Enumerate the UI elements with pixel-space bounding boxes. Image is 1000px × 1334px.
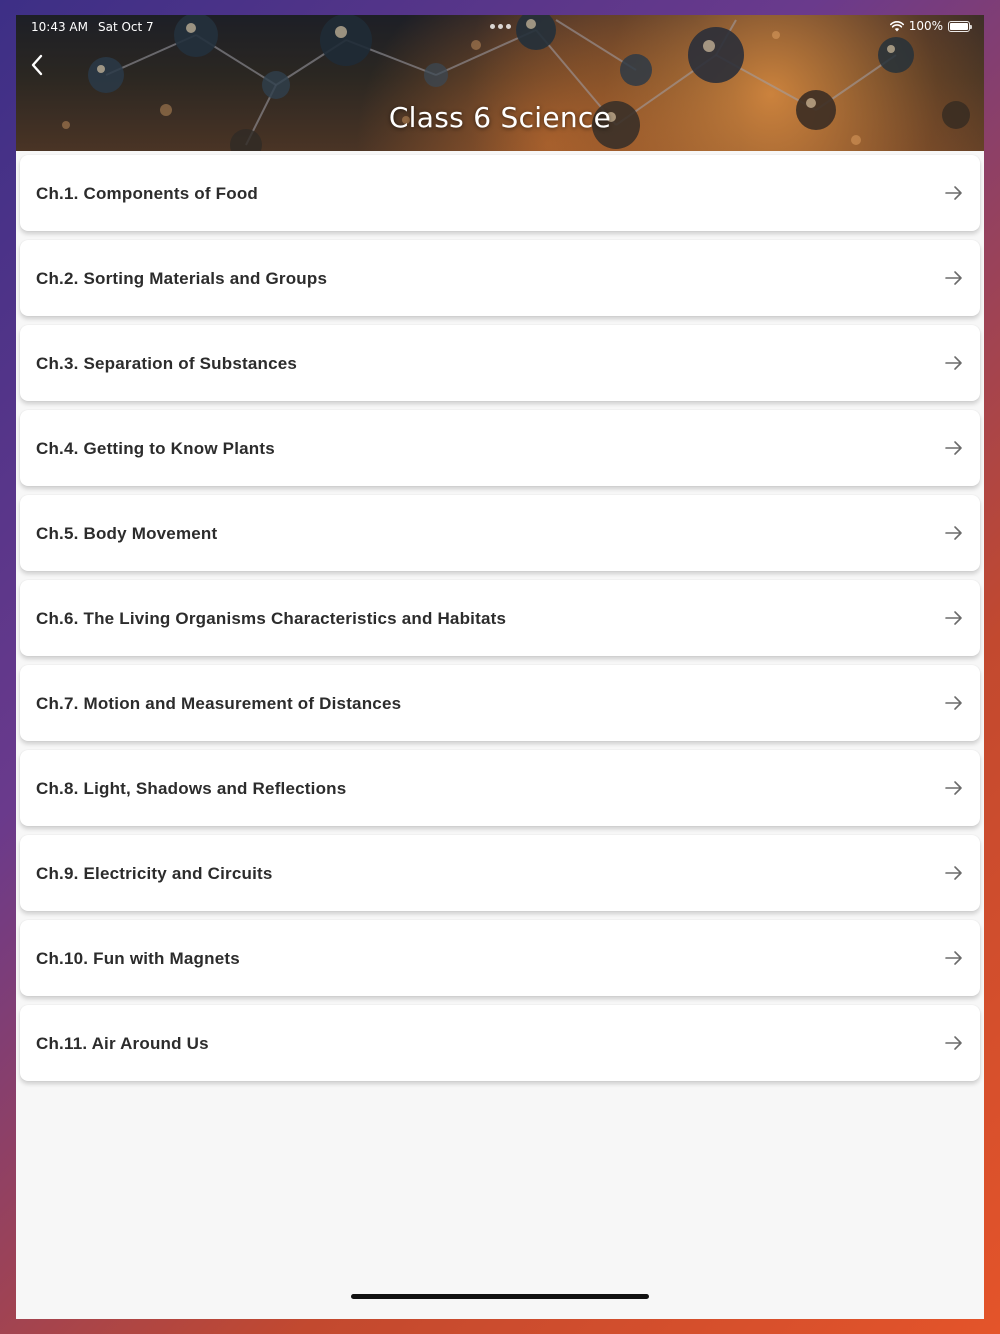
chapter-label: Ch.3. Separation of Substances [36,354,298,373]
chapter-item-3[interactable] [20,325,980,401]
arrow-right-icon [944,183,964,203]
chapter-item-6[interactable] [20,580,980,656]
battery-percent: 100% [908,19,943,33]
chapter-label: Ch.1. Components of Food [36,184,258,203]
chapter-item-1[interactable] [20,155,980,231]
arrow-right-icon [944,438,964,458]
arrow-right-icon [944,863,964,883]
battery-level-fill [950,23,968,30]
chapter-label: Ch.5. Body Movement [36,524,218,543]
chapter-item-5[interactable] [20,495,980,571]
chapter-item-11[interactable] [20,1005,980,1081]
battery-icon [948,21,970,32]
chapter-label: Ch.10. Fun with Magnets [36,949,240,968]
multitask-dots-icon[interactable] [490,24,511,29]
chapter-list [20,155,980,1090]
arrow-right-icon [944,778,964,798]
chapter-label: Ch.8. Light, Shadows and Reflections [36,779,347,798]
chevron-left-icon[interactable] [24,51,52,79]
arrow-right-icon [944,1033,964,1053]
chapter-item-7[interactable] [20,665,980,741]
chapter-label: Ch.2. Sorting Materials and Groups [36,269,328,288]
wifi-icon [890,21,904,32]
status-indicators [890,19,970,33]
chapter-item-9[interactable] [20,835,980,911]
arrow-right-icon [944,523,964,543]
status-date: Sat Oct 7 [97,20,154,34]
arrow-right-icon [944,948,964,968]
chapter-item-4[interactable] [20,410,980,486]
arrow-right-icon [944,268,964,288]
status-time: 10:43 AM [31,20,88,34]
chapter-item-8[interactable] [20,750,980,826]
status-bar [16,15,984,39]
chapter-label: Ch.7. Motion and Measurement of Distances [36,694,402,713]
app-screen [16,15,984,1319]
chapter-item-10[interactable] [20,920,980,996]
chapter-item-2[interactable] [20,240,980,316]
arrow-right-icon [944,608,964,628]
page-title: Class 6 Science [388,101,612,134]
arrow-right-icon [944,353,964,373]
chapter-label: Ch.9. Electricity and Circuits [36,864,273,883]
chapter-label: Ch.11. Air Around Us [36,1034,209,1053]
header-banner [16,15,984,151]
arrow-right-icon [944,693,964,713]
chapter-label: Ch.4. Getting to Know Plants [36,439,275,458]
chapter-label: Ch.6. The Living Organisms Characteristics and Habitats [36,609,507,628]
status-time-date [31,20,154,34]
home-indicator[interactable] [351,1294,649,1299]
